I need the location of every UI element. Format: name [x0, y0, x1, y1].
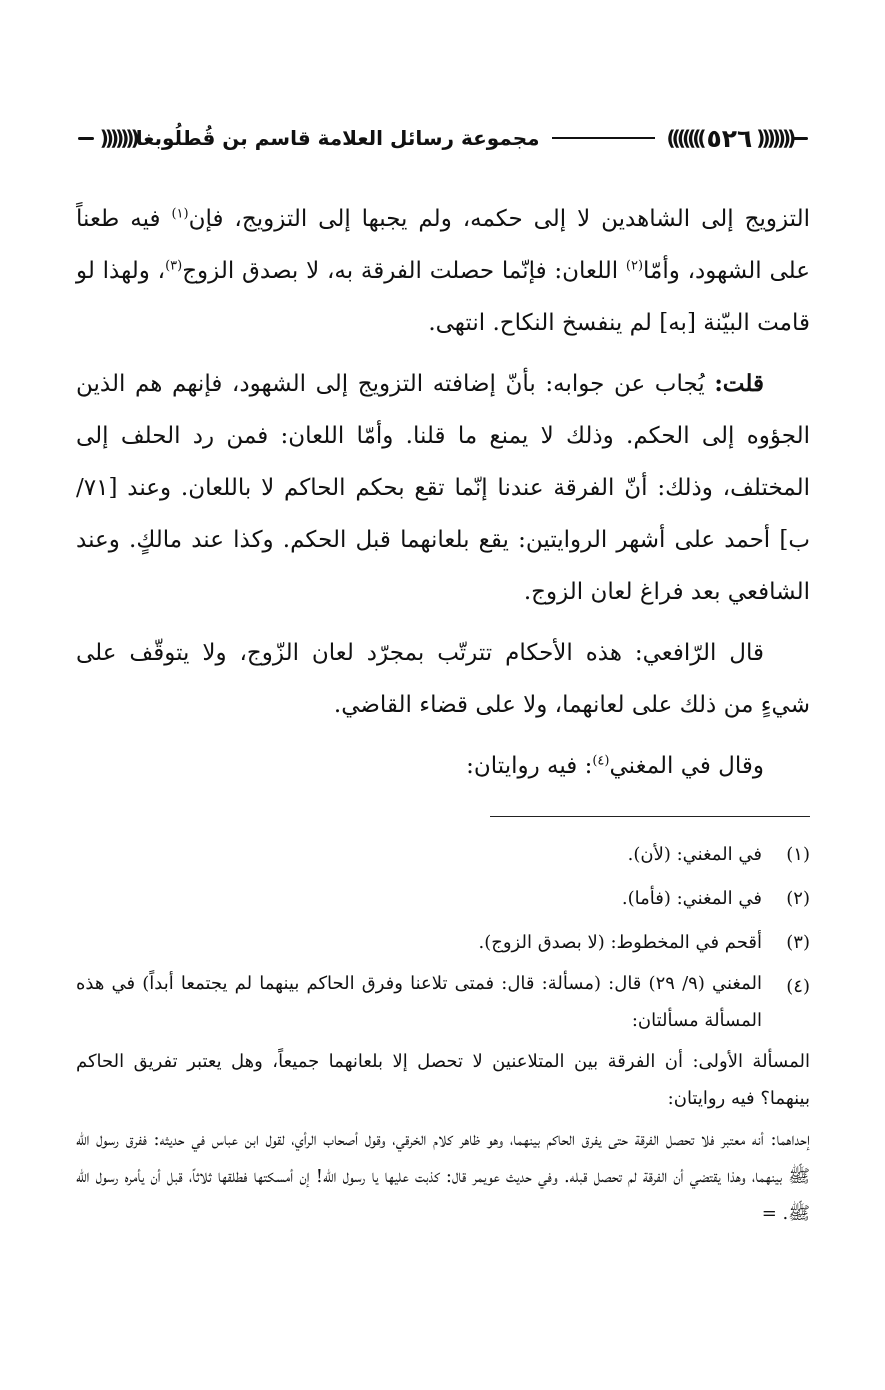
footnote-text: المغني (٩/ ٢٩) قال: (مسألة: قال: فمتى تلاعنا وفرق الحاكم بينهما لم يجتمعا أبداً) في هذه المسألة مسألتان: — [76, 973, 762, 1031]
footnote-number: (١) — [786, 844, 810, 865]
running-header — [78, 116, 808, 160]
paragraph-2: قلت: يُجاب عن جوابه: بأنّ إضافته التزويج إلى الشهود، فإنهم هم الذين الجؤوه إلى الحكم. وذلك لا يمنع ما قلنا. وأمّا اللعان: فمن رد الحلف إلى المختلف، وذلك: أنّ الفرقة عندنا إنّما تقع بحكم الحاكم لا باللعان. وعند [٧١/ ب] أحمد على أشهر الروايتين: يقع بلعانهما قبل الحكم. وكذا عند مالكٍ. وعند الشافعي بعد فراغ لعان الزوج. — [76, 370, 810, 605]
footnote-separator — [490, 816, 810, 817]
footnote-number: (٢) — [786, 888, 810, 909]
footnote-4-paragraph-3: إحداهما: أنه معتبر فلا تحصل الفرقة حتى يفرق الحاكم بينهما، وهو ظاهر كلام الخرقي، وقول أصحاب الرأي، لقول ابن عباس في حديثه: ففرق رسول الله ﷺ بينهما، وهذا يقتضي أن الفرقة لم تحصل قبله. وفي حديث عويمر قال: كذبت عليها يا رسول الله! إن أمسكتها فطلقها ثلاثاً، قبل أن يأمره رسول الله ﷺ. = — [76, 1129, 810, 1224]
paragraph-4: وقال في المغني$^{(٤)}$: فيه روايتان: — [466, 753, 764, 779]
paragraph-3: قال الرّافعي: هذه الأحكام تترتّب بمجرّد لعان الزّوج، ولا يتوقّف على شيءٍ من ذلك على لعانهما، ولا على قضاء القاضي. — [76, 640, 810, 718]
footnote-body — [76, 965, 762, 1043]
footnote-ref-1[interactable]: (١) — [171, 206, 189, 222]
footnote-ref-4[interactable]: (٤) — [592, 753, 610, 769]
footnote-text: في المغني: (فأما). — [621, 888, 762, 909]
footnote-4-paragraph-2: المسألة الأولى: أن الفرقة بين المتلاعنين لا تحصل إلا بلعانهما جميعاً، وهل يعتبر تفريق الحاكم بينهما؟ فيه روايتان: — [76, 1051, 810, 1109]
paragraph-lead: قلت: — [714, 370, 764, 397]
footnote-2 — [76, 877, 810, 921]
footnotes — [76, 833, 810, 1236]
header-ornament-right: ))))))) — [756, 126, 793, 150]
footnote-ref-3[interactable]: (٣) — [165, 258, 183, 274]
header-ornament-left-tail — [78, 137, 94, 140]
footnote-ref-2[interactable]: (٢) — [625, 258, 644, 274]
header-ornament-middle: ((((((( — [666, 126, 703, 150]
footnote-text: أقحم في المخطوط: (لا بصدق الزوج). — [478, 932, 762, 953]
footnote-3 — [76, 921, 810, 965]
footnote-4 — [76, 965, 810, 1043]
paragraph-1: التزويج إلى الشاهدين لا إلى حكمه، ولم يجبها إلى التزويج، فإن$^{(١)}$ فيه طعناً على الشهود، وأمّا$^{(٢)}$ اللعان: فإنّما حصلت الفرقة به، لا بصدق الزوج$^{(٣)}$، ولهذا لو قامت البيّنة [به] لم ينفسخ النكاح. انتهى. — [76, 206, 810, 336]
footnote-number: (٣) — [786, 932, 810, 953]
header-ornament-right-tail — [792, 137, 808, 140]
footnote-text: في المغني: (لأن). — [627, 844, 762, 865]
header-ornament-left: ))))))) — [99, 126, 136, 150]
main-text — [76, 193, 810, 801]
footnote-number: (٤) — [786, 976, 810, 997]
footnote-1 — [76, 833, 810, 877]
header-dash — [552, 137, 655, 139]
page-number: ٥٢٦ — [706, 123, 753, 153]
book-title: مجموعة رسائل العلامة قاسم بن قُطلُوبغا — [135, 126, 540, 150]
